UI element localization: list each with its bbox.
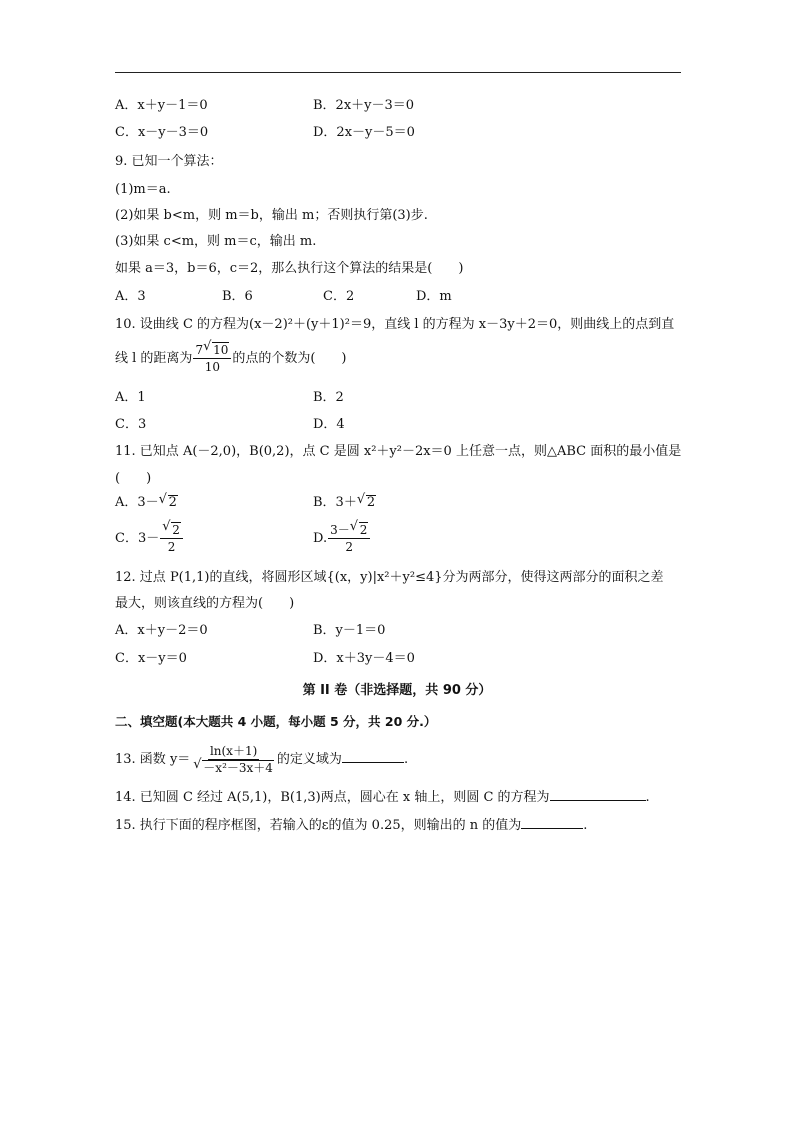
q11-option-d: D. $\frac{3-√ 2}{2}$ xyxy=(313,520,371,558)
q9-option-c: C．2 xyxy=(323,289,355,304)
sqrt-symbol: √ 2 xyxy=(171,522,181,537)
fraction-denominator: 10 xyxy=(204,360,221,374)
q10-line2-pre: 线 l 的距离为 xyxy=(115,351,193,366)
q13-pre: 13. 函数 y＝ xyxy=(115,752,191,767)
q9-ask: 如果 a＝3，b＝6，c＝2，那么执行这个算法的结果是( ) xyxy=(115,261,464,276)
q10-option-b: B．2 xyxy=(313,390,344,405)
q11-option-b: B．3＋√ 2 xyxy=(313,494,376,512)
sqrt-symbol: √ 10 xyxy=(212,342,229,357)
q10-option-d: D．4 xyxy=(313,417,345,432)
q12-option-b: B．y－1＝0 xyxy=(313,623,386,638)
q15-line: 15. 执行下面的程序框图，若输入的ε的值为 0.25，则输出的 n 的值为 . xyxy=(115,818,588,833)
section-two-heading: 二、填空题(本大题共 4 小题，每小题 5 分，共 20 分.） xyxy=(115,714,437,729)
q15-text: 15. 执行下面的程序框图，若输入的ε的值为 0.25，则输出的 n 的值为 xyxy=(115,818,522,833)
q9-step3: (3)如果 c<m，则 m＝c，输出 m. xyxy=(115,234,317,249)
q9-option-a: A．3 xyxy=(115,289,146,304)
q9-step1: (1)m＝a. xyxy=(115,182,171,197)
q10-line1: 10. 设曲线 C 的方程为(x－2)²＋(y＋1)²＝9，直线 l 的方程为 x－3y＋2＝0，则曲线上的点到直 xyxy=(115,317,675,332)
q11-option-a: A．3－√ 2 xyxy=(115,494,178,512)
q12-line1: 12. 过点 P(1,1)的直线，将圆形区域{(x，y)|x²＋y²≤4}分为两部分，使得这两部分的面积之差 xyxy=(115,570,664,585)
q14-answer-blank[interactable] xyxy=(550,788,646,801)
q15-answer-blank[interactable] xyxy=(521,816,583,829)
q10-distance-fraction xyxy=(193,342,231,375)
q14-line: 14. 已知圆 C 经过 A(5,1)，B(1,3)两点，圆心在 x 轴上，则圆 C 的方程为 . xyxy=(115,790,650,805)
q10-line2 xyxy=(115,341,347,377)
header-rule xyxy=(115,72,681,73)
q11-line1: 11. 已知点 A(－2,0)，B(0,2)，点 C 是圆 x²＋y²－2x＝0 上任意一点，则△ABC 面积的最小值是 xyxy=(115,444,682,459)
fraction-numerator: 7√ 10 xyxy=(193,342,231,359)
q11-line2: ( ) xyxy=(115,471,152,486)
q13-answer-blank[interactable] xyxy=(342,750,404,763)
q11-c-fraction: √ $\frac{2}{2}$ xyxy=(160,522,183,555)
q12-option-a: A．x＋y－2＝0 xyxy=(115,623,208,638)
q9-option-d: D．m xyxy=(416,289,452,304)
fraction-numerator: ln(x＋1) xyxy=(209,744,258,758)
q11-d-fraction: $\frac{3-√ 2}{2}$ xyxy=(328,522,370,555)
q10-line2-post: 的点的个数为( ) xyxy=(232,351,347,366)
q12-line2: 最大，则该直线的方程为( ) xyxy=(115,596,295,611)
q12-option-d: D．x＋3y－4＝0 xyxy=(313,651,415,666)
q13-post: 的定义域为 xyxy=(276,752,342,767)
q10-option-a: A．1 xyxy=(115,390,146,405)
q11-option-c: C．3－ √ $\frac{2}{2}$ xyxy=(115,520,184,558)
q9-step2: (2)如果 b<m，则 m＝b，输出 m；否则执行第(3)步. xyxy=(115,208,428,223)
sqrt-symbol: √ －x²－3x＋4 xyxy=(202,760,274,775)
q13-function-fraction xyxy=(191,743,276,776)
q8-option-b: B．2x＋y－3＝0 xyxy=(313,98,415,113)
q14-text: 14. 已知圆 C 经过 A(5,1)，B(1,3)两点，圆心在 x 轴上，则圆 C 的方程为 xyxy=(115,790,550,805)
part-two-title: 第 II 卷（非选择题，共 90 分） xyxy=(302,683,492,698)
sqrt-symbol: √ 2 xyxy=(168,495,178,510)
q8-option-a: A．x＋y－1＝0 xyxy=(115,98,208,113)
q8-option-c: C．x－y－3＝0 xyxy=(115,125,209,140)
sqrt-symbol: √ 2 xyxy=(366,495,376,510)
q12-option-c: C．x－y＝0 xyxy=(115,651,187,666)
q9-option-b: B．6 xyxy=(222,289,253,304)
q10-option-c: C．3 xyxy=(115,417,147,432)
q13-line: 13. 函数 y＝ ln(x＋1) √ －x²－3x＋4 的定义域为 . xyxy=(115,740,408,780)
q8-option-d: D．2x－y－5＝0 xyxy=(313,125,415,140)
q9-stem: 9. 已知一个算法： xyxy=(115,154,223,169)
sqrt-symbol: √ 2 xyxy=(359,522,369,537)
